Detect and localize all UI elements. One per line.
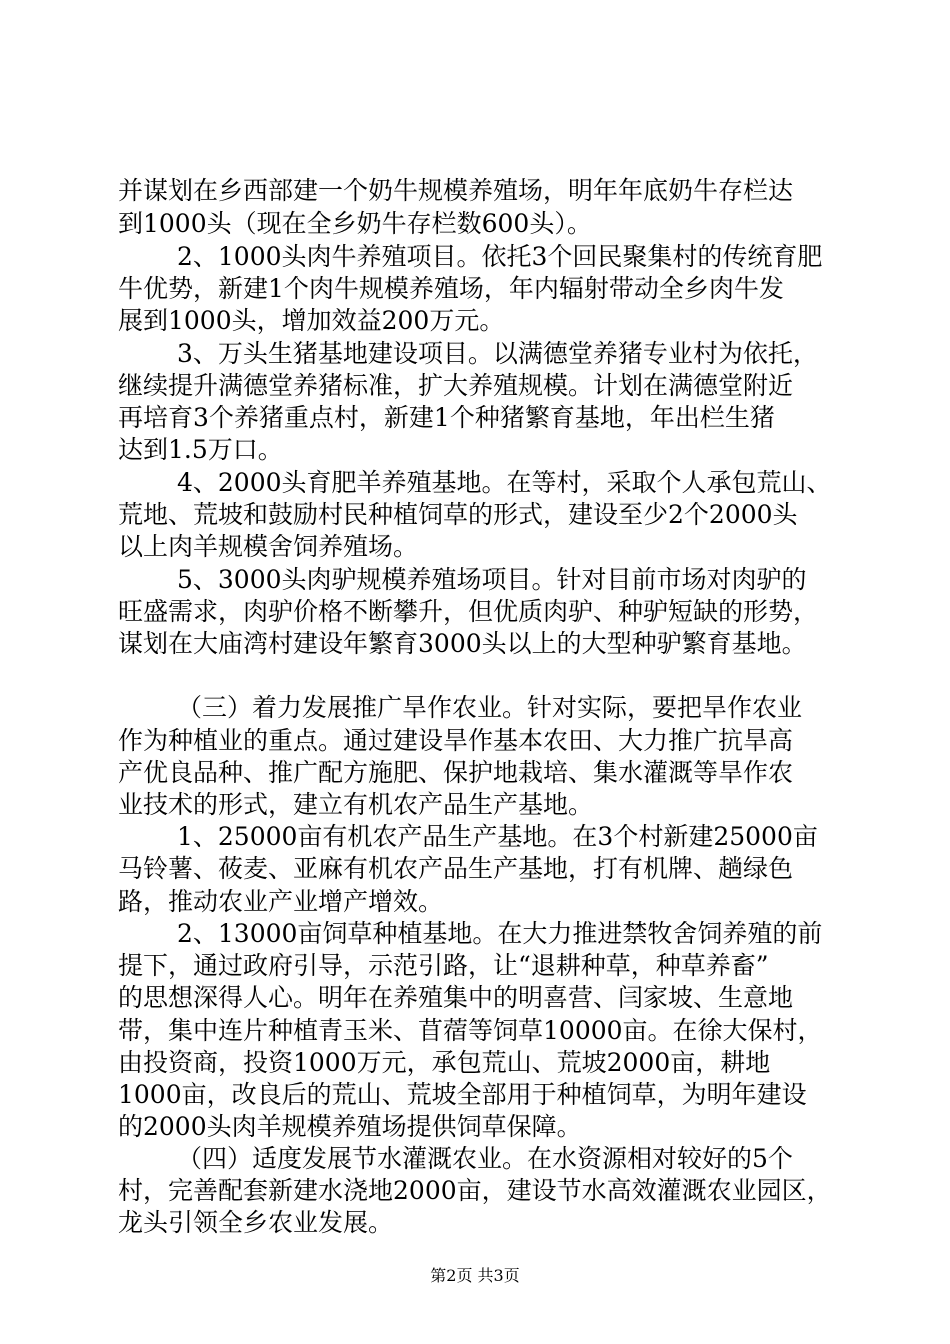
text-line: 5、3000头肉驴规模养殖场项目。针对目前市场对肉驴的	[177, 565, 807, 594]
text-line: 村，完善配套新建水浇地2000亩，建设节水高效灌溉农业园区，	[118, 1176, 832, 1205]
text-line: 由投资商，投资1000万元，承包荒山、荒坡2000亩，耕地	[118, 1048, 771, 1077]
text-line: 2、1000头肉牛养殖项目。依托3个回民聚集村的传统育肥	[177, 242, 823, 271]
text-line: 业技术的形式，建立有机农产品生产基地。	[118, 790, 594, 819]
text-line: 3、万头生猪基地建设项目。以满德堂养猪专业村为依托，	[177, 339, 818, 368]
text-line: 作为种植业的重点。通过建设旱作基本农田、大力推广抗旱高	[118, 726, 794, 755]
text-line: 1000亩，改良后的荒山、荒坡全部用于种植饲草，为明年建设	[118, 1080, 807, 1109]
text-line: 达到1.5万口。	[118, 435, 283, 464]
text-line: 1、25000亩有机农产品生产基地。在3个村新建25000亩	[177, 822, 818, 851]
text-line: 路，推动农业产业增产增效。	[118, 887, 444, 916]
text-line: 2、13000亩饲草种植基地。在大力推进禁牧舍饲养殖的前	[177, 919, 823, 948]
page-footer: 第2页 共3页	[430, 1266, 520, 1285]
text-line: （四）适度发展节水灌溉农业。在水资源相对较好的5个	[177, 1144, 793, 1173]
text-line: 产优良品种、推广配方施肥、保护地栽培、集水灌溉等旱作农	[118, 758, 794, 787]
text-line: 展到1000头，增加效益200万元。	[118, 306, 505, 335]
text-line: 的思想深得人心。明年在养殖集中的明喜营、闫家坡、生意地	[118, 983, 794, 1012]
text-line: 带，集中连片种植青玉米、苜蓿等饲草10000亩。在徐大保村，	[118, 1016, 823, 1045]
text-line: 的2000头肉羊规模养殖场提供饲草保障。	[118, 1112, 582, 1141]
text-line: 谋划在大庙湾村建设年繁育3000头以上的大型种驴繁育基地。	[118, 629, 807, 658]
text-line: 牛优势，新建1个肉牛规模养殖场，年内辐射带动全乡肉牛发	[118, 274, 784, 303]
text-line: 再培育3个养猪重点村，新建1个种猪繁育基地，年出栏生猪	[118, 403, 775, 432]
text-line: 以上肉羊规模舍饲养殖场。	[118, 532, 419, 561]
text-line: （三）着力发展推广旱作农业。针对实际，要把旱作农业	[177, 693, 803, 722]
text-line: 旺盛需求，肉驴价格不断攀升，但优质肉驴、种驴短缺的形势，	[118, 597, 819, 626]
text-line: 荒地、荒坡和鼓励村民种植饲草的形式，建设至少2个2000头	[118, 500, 798, 529]
text-line: 龙头引领全乡农业发展。	[118, 1208, 394, 1237]
text-line: 提下，通过政府引导，示范引路，让“退耕种草，种草养畜”	[118, 951, 769, 980]
text-line: 4、2000头育肥羊养殖基地。在等村，采取个人承包荒山、	[177, 468, 832, 497]
text-line: 马铃薯、莜麦、亚麻有机农产品生产基地，打有机牌、趟绿色	[118, 854, 794, 883]
text-line: 继续提升满德堂养猪标准，扩大养殖规模。计划在满德堂附近	[118, 371, 794, 400]
text-line: 到1000头（现在全乡奶牛存栏数600头）。	[118, 209, 592, 238]
text-line: 并谋划在乡西部建一个奶牛规模养殖场，明年年底奶牛存栏达	[118, 176, 794, 205]
